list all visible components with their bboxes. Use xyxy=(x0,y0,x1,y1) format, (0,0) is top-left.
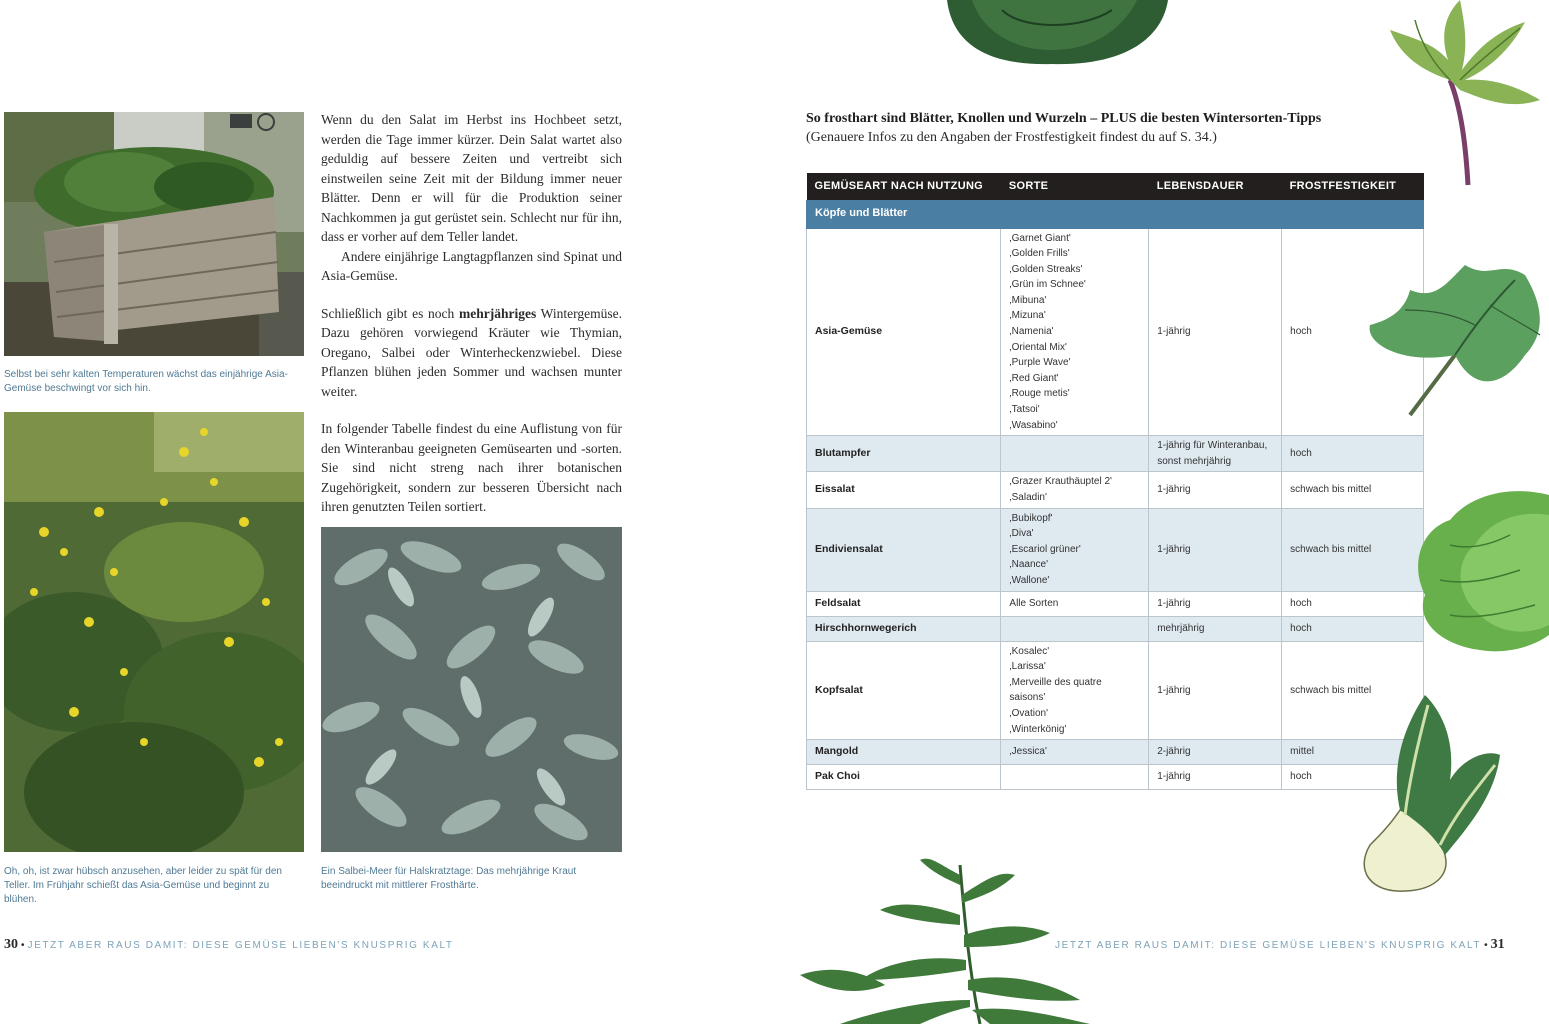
paragraph-4: In folgender Tabelle findest du eine Auflistung von für den Winteranbau geeigneten Gemüsearten und -sorten. Sie sind nicht streng nach ihrer botanischen Zugehörigkeit, sondern zur besseren Übersicht nach ihren genutzten Teilen sortiert. xyxy=(321,421,622,514)
frost-table xyxy=(806,173,1424,790)
lifespan-line: sonst mehrjährig xyxy=(1157,455,1232,467)
variety-line: ‚Jessica' xyxy=(1009,746,1047,758)
photo-raised-bed xyxy=(4,112,304,356)
cell-varieties xyxy=(1001,740,1149,765)
illustration-chard-leaf xyxy=(1365,255,1549,420)
paragraph-1: Wenn du den Salat im Herbst ins Hochbeet setzt, werden die Tage immer kürzer. Dein Salat wartet also geduldig auf bessere Zeiten und vertreibt sich einstweilen seine Zeit mit der Bildung immer neuer Blätter. Denn er will für die Produktion seiner Nachkommen ja gut gerüstet sein. Schlecht nur für ihn, dass er vorher auf dem Teller landet. xyxy=(321,112,622,244)
variety-line: saisons' xyxy=(1009,692,1046,704)
cell-frost: schwach bis mittel xyxy=(1282,508,1424,591)
cell-frost: hoch xyxy=(1282,228,1424,436)
table-row xyxy=(807,616,1424,641)
cell-vegetable: Pak Choi xyxy=(807,765,1001,790)
cell-varieties xyxy=(1001,228,1149,436)
paragraph-2: Andere einjährige Langtagpflanzen sind Spinat und Asia-Gemüse. xyxy=(321,248,622,283)
footer-right: JETZT ABER RAUS DAMIT: DIESE GEMÜSE LIEBEN'S KNUSPRIG KALT • 31 xyxy=(1055,937,1505,952)
caption-sage: Ein Salbei-Meer für Halskratztage: Das mehrjährige Kraut beeindruckt mit mittlerer Frosthärte. xyxy=(321,866,577,891)
cell-varieties xyxy=(1001,765,1149,790)
variety-line: ‚Garnet Giant' xyxy=(1009,232,1071,244)
variety-line: ‚Mizuna' xyxy=(1009,310,1046,322)
cell-vegetable: Eissalat xyxy=(807,472,1001,508)
cell-varieties xyxy=(1001,616,1149,641)
cell-vegetable: Blutampfer xyxy=(807,436,1001,472)
cell-varieties xyxy=(1001,591,1149,616)
cell-frost: hoch xyxy=(1282,765,1424,790)
variety-line: ‚Diva' xyxy=(1009,528,1034,540)
table-row xyxy=(807,436,1424,472)
variety-line: Alle Sorten xyxy=(1009,597,1059,609)
page-number-left: 30 xyxy=(4,937,18,952)
cell-lifespan xyxy=(1149,641,1282,740)
cell-vegetable: Mangold xyxy=(807,740,1001,765)
variety-line: ‚Golden Streaks' xyxy=(1009,263,1083,275)
photo-flowering-greens xyxy=(4,412,304,852)
table-row xyxy=(807,508,1424,591)
footer-left: 30 • JETZT ABER RAUS DAMIT: DIESE GEMÜSE LIEBEN'S KNUSPRIG KALT xyxy=(4,937,454,952)
cell-frost: schwach bis mittel xyxy=(1282,472,1424,508)
cell-frost: mittel xyxy=(1282,740,1424,765)
lifespan-line: 1-jährig xyxy=(1157,597,1191,609)
illustration-pak-choi xyxy=(1350,695,1500,895)
table-section-row xyxy=(807,200,1424,228)
paragraph-3: Schließlich gibt es noch mehrjähriges Wintergemüse. Dazu gehören vorwiegend Kräuter wie Thymian, Oregano, Salbei oder Winterheckenzwiebel. Diese Pflanzen blühen jeden Sommer und wachsen munter weiter. xyxy=(321,305,622,399)
variety-line: ‚Namenia' xyxy=(1009,326,1054,338)
variety-line: ‚Tatsoi' xyxy=(1009,404,1040,416)
cell-lifespan xyxy=(1149,472,1282,508)
table-row xyxy=(807,472,1424,508)
table-row xyxy=(807,740,1424,765)
body-text xyxy=(321,110,622,517)
variety-line: ‚Grazer Krauthäuptel 2' xyxy=(1009,476,1112,488)
photo-sage xyxy=(321,527,622,852)
table-row xyxy=(807,228,1424,436)
cell-varieties xyxy=(1001,436,1149,472)
section-label: Köpfe und Blätter xyxy=(807,200,1424,228)
lifespan-line: 2-jährig xyxy=(1157,746,1191,758)
table-subtitle: (Genauere Infos zu den Angaben der Frostfestigkeit findest du auf S. 34.) xyxy=(806,130,1217,145)
cell-frost: hoch xyxy=(1282,591,1424,616)
table-title: So frosthart sind Blätter, Knollen und Wurzeln – PLUS die besten Wintersorten-Tipps xyxy=(806,111,1322,126)
variety-line: ‚Escariol grüner' xyxy=(1009,543,1081,555)
variety-line: ‚Kosalec' xyxy=(1009,645,1050,657)
cell-lifespan xyxy=(1149,436,1282,472)
variety-line: ‚Naance' xyxy=(1009,559,1049,571)
header-lifespan: LEBENSDAUER xyxy=(1149,173,1282,200)
cell-vegetable: Asia-Gemüse xyxy=(807,228,1001,436)
variety-line: ‚Purple Wave' xyxy=(1009,357,1071,369)
illustration-mizuna xyxy=(1390,0,1549,190)
table-row xyxy=(807,765,1424,790)
header-variety: SORTE xyxy=(1001,173,1149,200)
cell-frost: schwach bis mittel xyxy=(1282,641,1424,740)
cell-vegetable: Feldsalat xyxy=(807,591,1001,616)
variety-line: ‚Bubikopf' xyxy=(1009,512,1053,524)
variety-line: ‚Oriental Mix' xyxy=(1009,341,1067,353)
running-title-left: JETZT ABER RAUS DAMIT: DIESE GEMÜSE LIEBEN'S KNUSPRIG KALT xyxy=(27,940,454,951)
cell-vegetable: Hirschhornwegerich xyxy=(807,616,1001,641)
lifespan-line: 1-jährig xyxy=(1157,326,1191,338)
cell-lifespan xyxy=(1149,228,1282,436)
table-row xyxy=(807,641,1424,740)
cell-varieties xyxy=(1001,508,1149,591)
variety-line: ‚Winterkönig' xyxy=(1009,723,1067,735)
illustration-lettuce xyxy=(1410,485,1549,655)
variety-line: ‚Wallone' xyxy=(1009,574,1050,586)
lifespan-line: 1-jährig xyxy=(1157,484,1191,496)
lifespan-line: 1-jährig xyxy=(1157,543,1191,555)
table-row xyxy=(807,591,1424,616)
cell-vegetable: Kopfsalat xyxy=(807,641,1001,740)
cell-vegetable: Endiviensalat xyxy=(807,508,1001,591)
cell-lifespan xyxy=(1149,508,1282,591)
variety-line: ‚Mibuna' xyxy=(1009,294,1047,306)
cell-lifespan xyxy=(1149,616,1282,641)
cell-lifespan xyxy=(1149,740,1282,765)
cell-lifespan xyxy=(1149,591,1282,616)
lifespan-line: 1-jährig für Winteranbau, xyxy=(1157,440,1268,452)
variety-line: ‚Grün im Schnee' xyxy=(1009,279,1086,291)
variety-line: ‚Merveille des quatre xyxy=(1009,676,1102,688)
cell-varieties xyxy=(1001,472,1149,508)
variety-line: ‚Ovation' xyxy=(1009,707,1048,719)
variety-line: ‚Saladin' xyxy=(1009,492,1047,503)
caption-flowering-greens: Oh, oh, ist zwar hübsch anzusehen, aber leider zu spät für den Teller. Im Frühjahr schießt das Asia-Gemüse und beginnt zu blühen. xyxy=(4,866,282,905)
variety-line: ‚Rouge metis' xyxy=(1009,388,1070,400)
cell-varieties xyxy=(1001,641,1149,740)
page-number-right: 31 xyxy=(1490,937,1505,952)
table-header-row xyxy=(807,173,1424,200)
lifespan-line: 1-jährig xyxy=(1157,771,1191,783)
illustration-kale-top xyxy=(942,0,1172,68)
caption-raised-bed: Selbst bei sehr kalten Temperaturen wächst das einjährige Asia-Gemüse beschwingt vor sich hin. xyxy=(4,369,288,394)
variety-line: ‚Golden Frills' xyxy=(1009,248,1070,260)
variety-line: ‚Wasabino' xyxy=(1009,419,1058,431)
lifespan-line: 1-jährig xyxy=(1157,684,1191,696)
variety-line: ‚Red Giant' xyxy=(1009,372,1059,384)
variety-line: ‚Larissa' xyxy=(1009,661,1046,673)
running-title-right: JETZT ABER RAUS DAMIT: DIESE GEMÜSE LIEBEN'S KNUSPRIG KALT xyxy=(1055,940,1482,951)
cell-lifespan xyxy=(1149,765,1282,790)
cell-frost: hoch xyxy=(1282,436,1424,472)
illustration-herb-bottom xyxy=(790,855,1100,1024)
header-frost: FROSTFESTIGKEIT xyxy=(1282,173,1424,200)
cell-frost: hoch xyxy=(1282,616,1424,641)
header-type: GEMÜSEART NACH NUTZUNG xyxy=(807,173,1001,200)
lifespan-line: mehrjährig xyxy=(1157,622,1205,634)
